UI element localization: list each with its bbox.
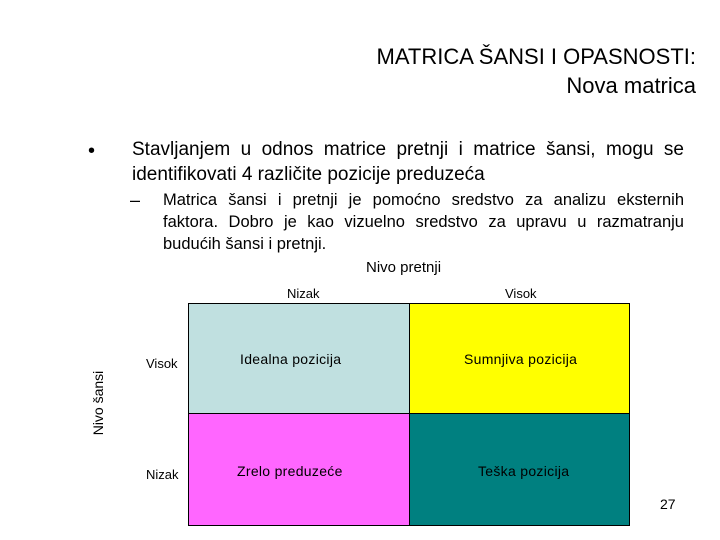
title-line-1: MATRICA ŠANSI I OPASNOSTI: <box>376 44 696 69</box>
cell-label-zrelo: Zrelo preduzeće <box>237 463 343 479</box>
row-label-nizak: Nizak <box>146 467 179 482</box>
y-axis-title: Nivo šansi <box>90 370 106 436</box>
title-line-2: Nova matrica <box>566 73 696 98</box>
x-axis-title: Nivo pretnji <box>366 259 442 276</box>
col-label-visok: Visok <box>505 286 537 301</box>
col-label-nizak: Nizak <box>287 286 320 301</box>
bullet-text: Stavljanjem u odnos matrice pretnji i matrice šansi, mogu se identifikovati 4 različite pozicije preduzeća <box>132 139 684 185</box>
sub-bullet-dash: – <box>130 190 141 210</box>
cell-label-sumnjiva: Sumnjiva pozicija <box>464 351 578 367</box>
sub-bullet-text: Matrica šansi i pretnji je pomoćno sredstvo za analizu eksternih faktora. Dobro je kao vizuelno sredstvo za upravu u razmatranju budućih šansi i pretnji. <box>163 191 684 253</box>
page-number: 27 <box>660 496 676 512</box>
row-label-visok: Visok <box>146 356 178 371</box>
cell-label-teska: Teška pozicija <box>478 463 570 479</box>
bullet-dot: • <box>88 140 96 162</box>
cell-label-idealna: Idealna pozicija <box>240 351 342 367</box>
